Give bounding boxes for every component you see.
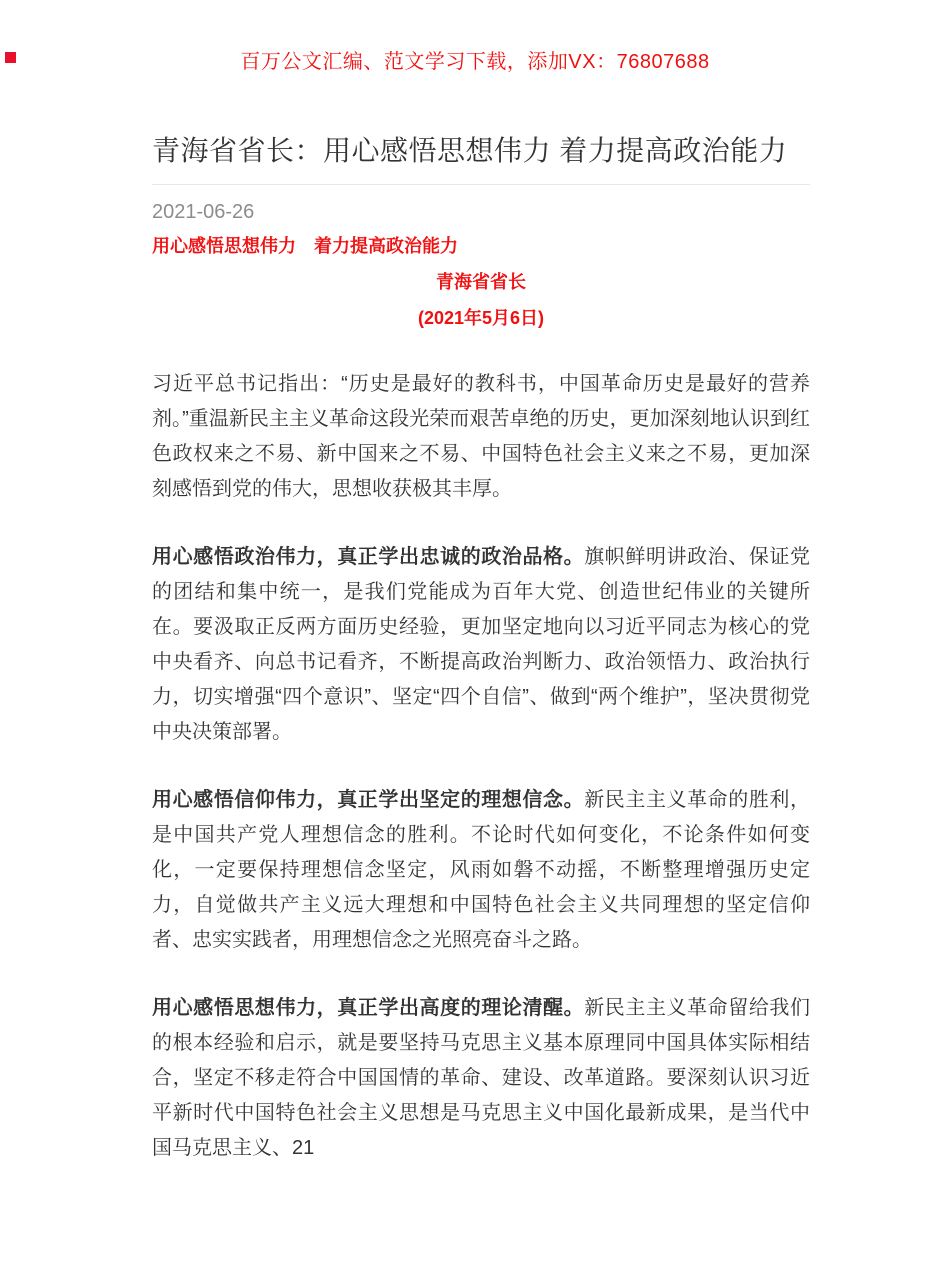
article-heading-block [152,233,810,331]
promo-notice: 百万公文汇编、范文学习下载，添加VX：76807688 [240,51,710,73]
page-title: 青海省省长：用心感悟思想伟力 着力提高政治能力 [152,135,788,166]
paragraph-text: 旗帜鲜明讲政治、保证党的团结和集中统一，是我们党能成为百年大党、创造世纪伟业的关键所在。要汲取正反两方面历史经验，更加坚定地向以习近平同志为核心的党中央看齐、向总书记看齐，不断提高政治判断力、政治领悟力、政治执行力，切实增强“四个意识”、坚定“四个自信”、做到“两个维护”，坚决贯彻党中央决策部署。 [152,546,811,743]
paragraph-lead: 用心感悟信仰伟力，真正学出坚定的理想信念。 [152,789,585,811]
article-subtitle: 用心感悟思想伟力 着力提高政治能力 [152,236,458,256]
document-page [0,48,950,1278]
paragraph [152,540,810,750]
paragraph-lead: 用心感悟思想伟力，真正学出高度的理论清醒。 [152,997,585,1019]
paragraph-text: 习近平总书记指出：“历史是最好的教科书，中国革命历史是最好的营养剂。”重温新民主主义革命这段光荣而艰苦卓绝的历史，更加深刻地认识到红色政权来之不易、新中国来之不易、中国特色社会主义来之不易，更加深刻感悟到党的伟大，思想收获极其丰厚。 [152,373,810,500]
corner-marker [5,52,16,63]
paragraph-text: 新民主主义革命留给我们的根本经验和启示，就是要坚持马克思主义基本原理同中国具体实际相结合，坚定不移走符合中国国情的革命、建设、改革道路。要深刻认识习近平新时代中国特色社会主义思想是马克思主义中国化最新成果，是当代中国马克思主义、21 [152,997,811,1159]
speech-date: (2021年5月6日) [417,308,545,328]
article-body [152,367,810,1166]
paragraph-lead: 用心感悟政治伟力，真正学出忠诚的政治品格。 [152,546,585,568]
paragraph [152,991,810,1166]
paragraph-text: 新民主主义革命的胜利，是中国共产党人理想信念的胜利。不论时代如何变化，不论条件如何变化，一定要保持理想信念坚定，风雨如磐不动摇，不断整理增强历史定力，自觉做共产主义远大理想和中国特色社会主义共同理想的坚定信仰者、忠实实践者，用理想信念之光照亮奋斗之路。 [152,789,811,951]
publish-date: 2021-06-26 [152,201,255,223]
paragraph [152,783,810,958]
title-divider [152,184,810,185]
article-author: 青海省省长 [436,272,526,292]
paragraph [152,367,810,507]
article [152,132,810,1166]
